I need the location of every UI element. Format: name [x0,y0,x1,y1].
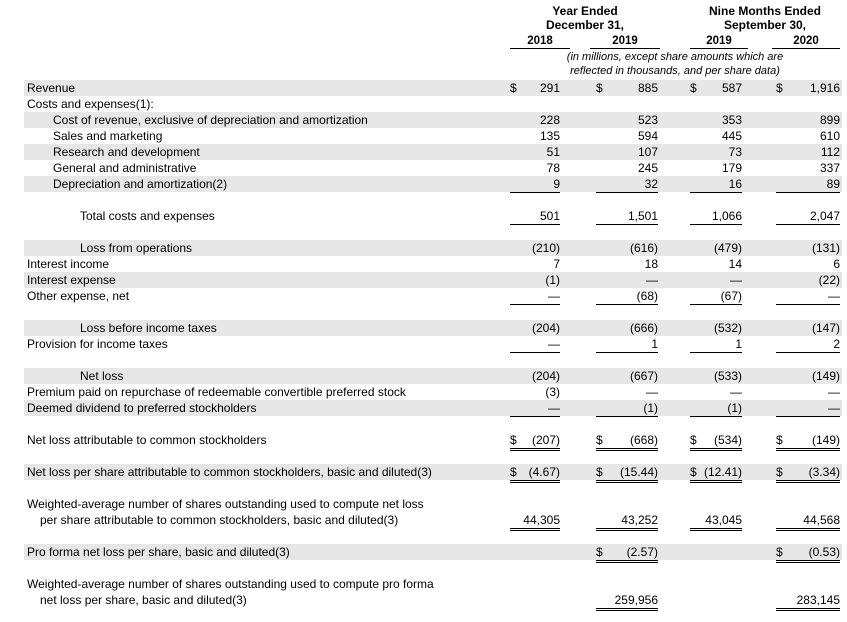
value-cell [776,80,840,96]
value-text: — [548,401,560,415]
value-cell [690,256,742,272]
value-text: (207) [531,433,560,447]
value-text: 1,066 [711,209,742,223]
value-text: 107 [637,145,658,159]
row-label: Depreciation and amortization(2) [53,177,228,191]
value-text: 44,568 [803,513,840,527]
currency-symbol: $ [596,81,603,95]
row-label: Premium paid on repurchase of redeemable convertible preferred stock [27,385,406,399]
row-label: Interest expense [27,273,116,287]
value-cell [776,464,840,483]
header-nine-months [690,4,840,32]
value-cell [690,336,742,353]
value-text: 18 [644,257,658,271]
value-cell [776,176,840,193]
value-text: 1,916 [809,81,840,95]
row-label: Weighted-average number of shares outstanding used to compute pro forma [27,577,434,591]
value-text: 523 [637,113,658,127]
value-text: (149) [811,433,840,447]
header-year-ended-line1: Year Ended [552,4,618,18]
value-cell [776,112,840,128]
currency-symbol: $ [690,465,697,479]
value-cell [510,272,560,288]
value-text: 501 [539,209,560,223]
value-text: 2,047 [809,209,840,223]
value-text: 2 [833,337,840,351]
value-text: 587 [721,81,742,95]
value-text: 16 [728,177,742,191]
value-text: (2.57) [626,545,658,559]
value-cell [510,160,560,176]
value-text: (204) [531,321,560,335]
row-label: Loss before income taxes [80,321,217,335]
value-cell [596,128,658,144]
value-text: 112 [820,145,840,159]
year-2019-9m: 2019 [690,34,748,49]
row-label: Net loss per share attributable to common stockholders, basic and diluted(3) [27,465,432,479]
value-text: 6 [833,257,840,271]
row-label: General and administrative [53,161,197,175]
value-text: — [548,337,560,351]
value-text: 51 [546,145,560,159]
value-cell [596,592,658,611]
value-text: (22) [818,273,840,287]
header-nine-months-line1: Nine Months Ended [709,4,821,18]
value-text: 594 [637,129,658,143]
row-label: Sales and marketing [53,129,163,143]
value-text: (3.34) [808,465,840,479]
value-cell [596,208,658,225]
currency-symbol: $ [510,433,517,447]
value-cell [596,176,658,193]
value-cell [596,384,658,400]
row-label: Net loss [80,369,124,383]
value-cell [510,464,560,483]
value-cell [510,128,560,144]
value-cell [596,464,658,483]
value-text: (533) [713,369,742,383]
value-text: 7 [553,257,560,271]
value-cell [596,336,658,353]
row-label: Total costs and expenses [80,209,215,223]
value-text: (1) [545,273,560,287]
value-cell [776,384,840,400]
row-label-continued: per share attributable to common stockholders, basic and diluted(3) [40,513,399,527]
value-cell [510,240,560,256]
value-text: (1) [727,401,742,415]
row-label: Deemed dividend to preferred stockholders [27,401,257,415]
value-text: 32 [644,177,658,191]
value-text: 245 [637,161,658,175]
value-text: 283,145 [796,593,840,607]
value-text: 1,501 [627,209,658,223]
value-text: 73 [728,145,742,159]
value-text: 78 [546,161,560,175]
value-text: (67) [720,289,742,303]
value-cell [776,256,840,272]
value-cell [690,288,742,305]
currency-symbol: $ [776,81,783,95]
currency-symbol: $ [776,465,783,479]
value-text: (534) [713,433,742,447]
value-text: 135 [539,129,560,143]
value-text: 337 [819,161,840,175]
header-year-ended-line2: December 31, [545,18,625,32]
currency-symbol: $ [776,545,783,559]
value-cell [510,320,560,336]
currency-symbol: $ [510,465,517,479]
value-text: (1) [643,401,658,415]
value-cell [776,400,840,417]
value-text: — [828,385,840,399]
value-text: (12.41) [703,465,742,479]
row-label: Pro forma net loss per share, basic and diluted(3) [27,545,290,559]
value-cell [510,400,560,417]
value-text: 445 [721,129,742,143]
value-text: (147) [811,321,840,335]
row-label: Provision for income taxes [27,337,168,351]
value-text: (616) [629,241,658,255]
value-cell [510,176,560,193]
value-cell [776,320,840,336]
value-text: (3) [545,385,560,399]
value-text: (210) [531,241,560,255]
value-cell [596,112,658,128]
value-text: (666) [629,321,658,335]
value-text: (15.44) [619,465,658,479]
value-cell [596,80,658,96]
value-cell [776,144,840,160]
value-cell [596,288,658,305]
value-cell [596,544,658,563]
value-cell [510,432,560,451]
currency-symbol: $ [690,81,697,95]
value-text: — [828,289,840,303]
value-text: (131) [811,241,840,255]
row-label: Interest income [27,257,110,271]
value-cell [690,112,742,128]
value-text: (668) [629,433,658,447]
currency-symbol: $ [596,545,603,559]
value-cell [510,208,560,225]
value-text: 291 [539,81,560,95]
value-cell [596,400,658,417]
header-year-ended [510,4,660,32]
value-cell [510,512,560,531]
value-cell [510,144,560,160]
row-label: Costs and expenses(1): [27,97,154,111]
year-2019-fy: 2019 [590,34,660,49]
value-cell [596,320,658,336]
value-cell [690,272,742,288]
value-text: 353 [721,113,742,127]
value-cell [596,272,658,288]
value-cell [596,432,658,451]
row-label-continued: net loss per share, basic and diluted(3) [40,593,247,607]
value-cell [690,464,742,483]
value-text: 89 [826,177,840,191]
value-cell [690,432,742,451]
value-cell [776,368,840,384]
value-cell [776,240,840,256]
value-text: 43,045 [705,513,742,527]
value-cell [510,288,560,305]
value-cell [776,512,840,531]
value-cell [776,272,840,288]
value-text: (68) [636,289,658,303]
value-cell [690,240,742,256]
value-cell [690,128,742,144]
year-2018-fy: 2018 [510,34,570,49]
value-text: 899 [819,113,840,127]
value-text: 14 [728,257,742,271]
value-text: — [730,273,742,287]
row-label: Weighted-average number of shares outstanding used to compute net loss [27,497,424,511]
value-cell [510,368,560,384]
value-cell [510,256,560,272]
currency-symbol: $ [776,433,783,447]
value-cell [776,336,840,353]
value-cell [596,240,658,256]
value-cell [510,336,560,353]
value-text: 1 [735,337,742,351]
value-cell [690,400,742,417]
value-cell [776,128,840,144]
value-cell [690,512,742,531]
row-label: Revenue [27,81,76,95]
value-cell [776,288,840,305]
value-cell [690,208,742,225]
currency-symbol: $ [596,465,603,479]
value-cell [690,320,742,336]
value-text: 885 [637,81,658,95]
value-cell [596,512,658,531]
value-cell [596,256,658,272]
value-cell [776,544,840,563]
units-note [510,50,840,78]
value-cell [510,80,560,96]
header-nine-months-line2: September 30, [723,18,807,32]
units-note-line1: (in millions, except share amounts which are [566,51,784,63]
value-text: 1 [651,337,658,351]
value-text: (204) [531,369,560,383]
value-text: (149) [811,369,840,383]
row-label: Research and development [53,145,200,159]
row-label: Cost of revenue, exclusive of depreciation and amortization [53,113,368,127]
value-text: 43,252 [621,513,658,527]
currency-symbol: $ [510,81,517,95]
value-cell [596,144,658,160]
value-cell [596,160,658,176]
value-text: — [730,385,742,399]
value-cell [510,112,560,128]
value-cell [776,432,840,451]
value-text: 228 [539,113,560,127]
value-cell [690,80,742,96]
value-text: — [828,401,840,415]
value-text: (479) [713,241,742,255]
row-label: Net loss attributable to common stockholders [27,433,267,447]
value-cell [596,368,658,384]
value-text: — [548,289,560,303]
value-cell [690,384,742,400]
value-cell [690,144,742,160]
value-cell [776,160,840,176]
value-text: (4.67) [528,465,560,479]
value-text: 259,956 [614,593,658,607]
value-text: 610 [819,129,840,143]
value-text: (532) [713,321,742,335]
value-cell [690,368,742,384]
row-label: Other expense, net [27,289,130,303]
currency-symbol: $ [596,433,603,447]
value-text: — [646,385,658,399]
value-text: 179 [721,161,742,175]
value-text: 9 [553,177,560,191]
value-text: 44,305 [523,513,560,527]
currency-symbol: $ [690,433,697,447]
value-text: — [646,273,658,287]
value-text: (667) [629,369,658,383]
value-cell [776,592,840,611]
value-cell [690,160,742,176]
value-cell [510,384,560,400]
value-cell [776,208,840,225]
value-text: (0.53) [808,545,840,559]
row-label: Loss from operations [80,241,193,255]
units-note-line2: reflected in thousands, and per share data) [570,65,780,77]
value-cell [690,176,742,193]
year-2020-9m: 2020 [772,34,840,49]
